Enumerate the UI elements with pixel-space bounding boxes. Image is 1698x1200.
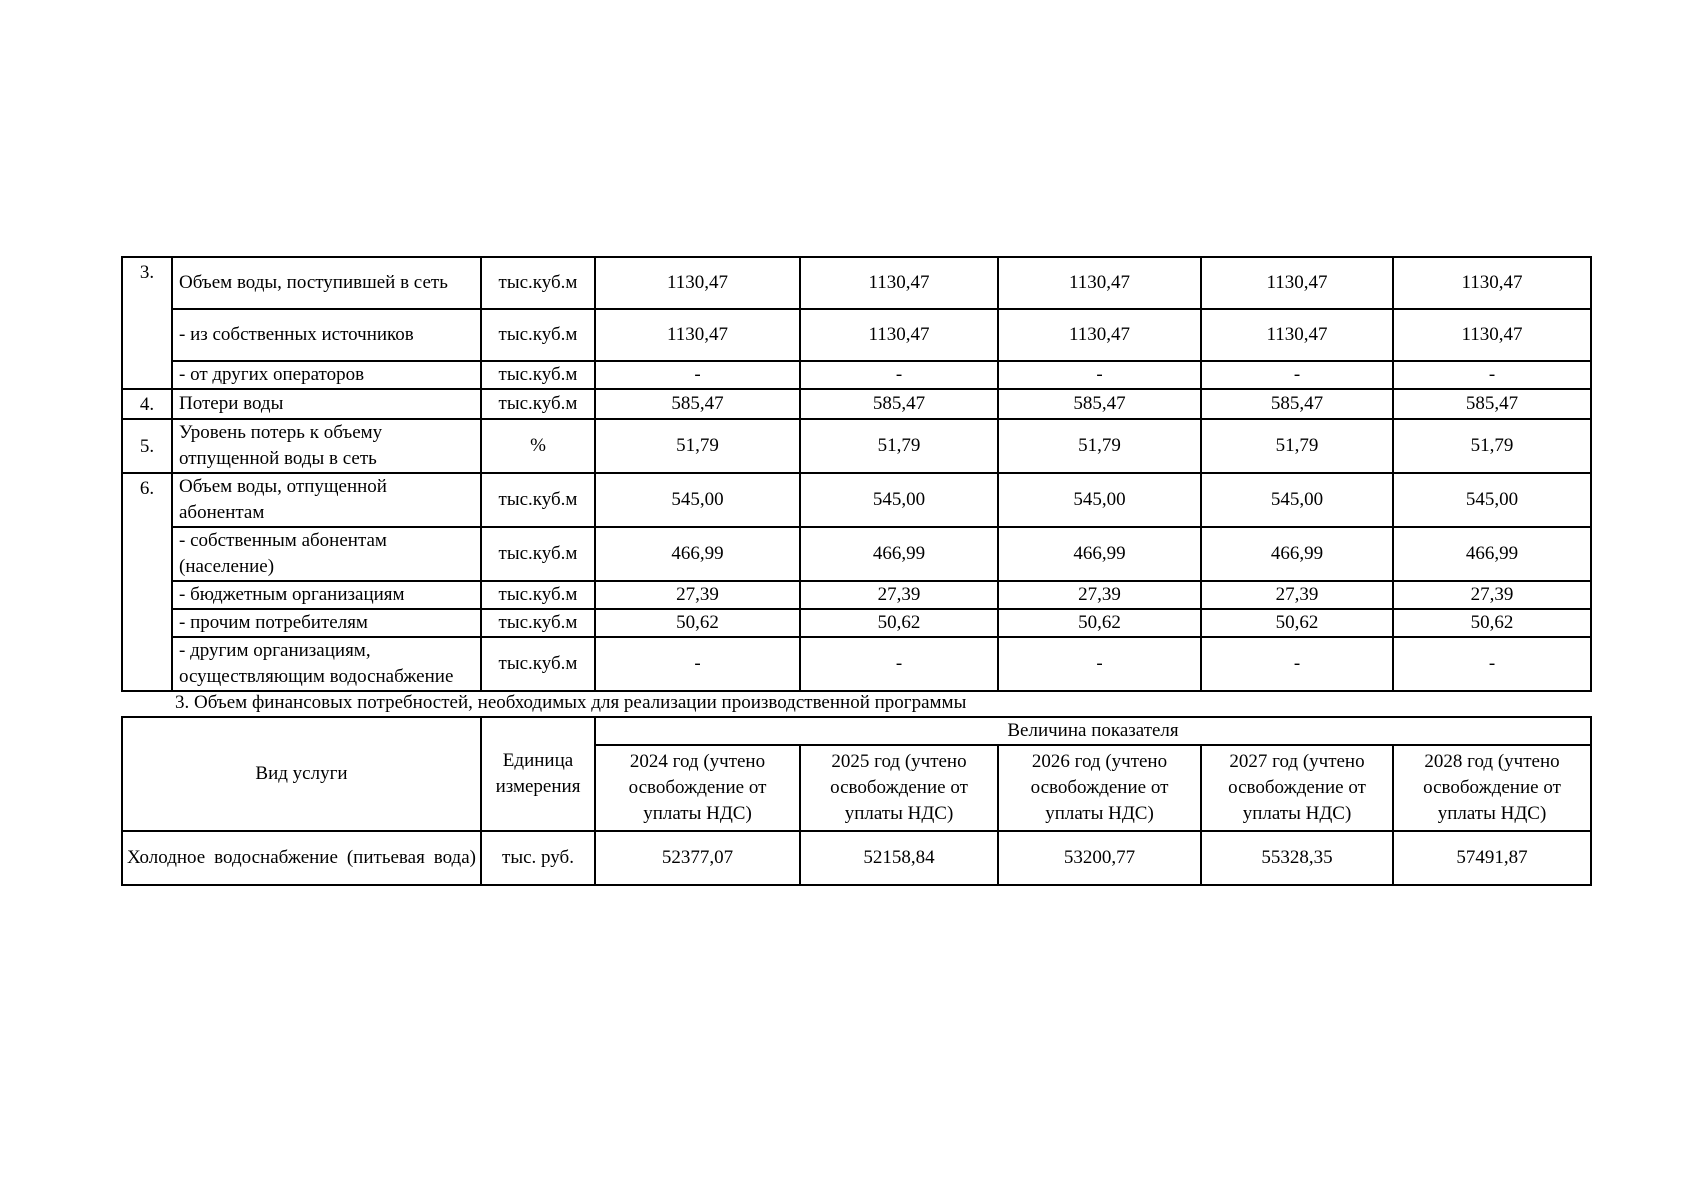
value-cell: 1130,47 [998, 257, 1201, 309]
value-cell: 545,00 [800, 473, 998, 527]
value-cell: 585,47 [998, 389, 1201, 419]
value-cell: - [595, 361, 800, 389]
value-cell: 51,79 [800, 419, 998, 473]
value-cell: - [595, 637, 800, 691]
indicator-value-header: Величина показателя [595, 717, 1591, 745]
value-cell: 466,99 [1393, 527, 1591, 581]
table-row [122, 361, 1591, 389]
value-cell: 50,62 [1393, 609, 1591, 637]
value-cell: 545,00 [595, 473, 800, 527]
finance-header-row-1 [122, 717, 1591, 745]
unit-cell: тыс.куб.м [481, 257, 595, 309]
finance-section-caption: 3. Объем финансовых потребностей, необходимых для реализации производственной программы [175, 692, 967, 713]
indicator-name-cell: - другим организациям, осуществляющим водоснабжение [172, 637, 481, 691]
value-cell: 51,79 [1201, 419, 1393, 473]
value-2027-cell: 55328,35 [1201, 831, 1393, 885]
value-cell: 1130,47 [595, 309, 800, 361]
finance-data-row [122, 831, 1591, 885]
value-2024-cell: 52377,07 [595, 831, 800, 885]
value-cell: 51,79 [1393, 419, 1591, 473]
value-cell: 51,79 [998, 419, 1201, 473]
unit-cell: тыс.куб.м [481, 389, 595, 419]
table-row [122, 473, 1591, 527]
year-2027-header: 2027 год (учтено освобождение от уплаты НДС) [1201, 745, 1393, 831]
indicator-name-cell: - из собственных источников [172, 309, 481, 361]
value-cell: - [800, 637, 998, 691]
value-cell: - [998, 637, 1201, 691]
indicator-name-cell: Потери воды [172, 389, 481, 419]
value-cell: 27,39 [1201, 581, 1393, 609]
indicator-name-cell: - бюджетным организациям [172, 581, 481, 609]
unit-cell: тыс.куб.м [481, 309, 595, 361]
value-cell: 1130,47 [998, 309, 1201, 361]
year-2025-header: 2025 год (учтено освобождение от уплаты НДС) [800, 745, 998, 831]
value-cell: 1130,47 [595, 257, 800, 309]
value-cell: 50,62 [595, 609, 800, 637]
value-cell: 585,47 [1393, 389, 1591, 419]
value-cell: - [998, 361, 1201, 389]
value-cell: 1130,47 [1393, 309, 1591, 361]
value-cell: - [800, 361, 998, 389]
value-cell: 50,62 [800, 609, 998, 637]
unit-cell: тыс.куб.м [481, 361, 595, 389]
table-row [122, 581, 1591, 609]
unit-header: Единица измерения [481, 717, 595, 831]
table-row [122, 389, 1591, 419]
unit-cell: тыс.куб.м [481, 609, 595, 637]
value-cell: 1130,47 [1201, 257, 1393, 309]
row-number-cell: 5. [122, 419, 172, 473]
indicator-name-cell: - прочим потребителям [172, 609, 481, 637]
indicator-name-cell: Объем воды, поступившей в сеть [172, 257, 481, 309]
value-cell: 545,00 [1201, 473, 1393, 527]
value-cell: - [1393, 637, 1591, 691]
value-cell: 27,39 [595, 581, 800, 609]
value-cell: 585,47 [595, 389, 800, 419]
value-cell: 466,99 [595, 527, 800, 581]
row-number-cell: 3. [122, 257, 172, 389]
year-2024-header: 2024 год (учтено освобождение от уплаты НДС) [595, 745, 800, 831]
water-volume-table-body [122, 257, 1591, 691]
unit-cell: тыс.куб.м [481, 527, 595, 581]
value-cell: - [1201, 637, 1393, 691]
value-cell: 545,00 [998, 473, 1201, 527]
value-cell: - [1393, 361, 1591, 389]
value-cell: 50,62 [1201, 609, 1393, 637]
year-2028-header: 2028 год (учтено освобождение от уплаты НДС) [1393, 745, 1591, 831]
indicator-name-cell: - собственным абонентам (население) [172, 527, 481, 581]
value-2026-cell: 53200,77 [998, 831, 1201, 885]
water-volume-table [121, 256, 1592, 692]
value-cell: 27,39 [1393, 581, 1591, 609]
value-2028-cell: 57491,87 [1393, 831, 1591, 885]
unit-cell: тыс.куб.м [481, 581, 595, 609]
service-name-cell: Холодное водоснабжение (питьевая вода) [122, 831, 481, 885]
indicator-name-cell: Объем воды, отпущенной абонентам [172, 473, 481, 527]
indicator-name-cell: Уровень потерь к объему отпущенной воды в сеть [172, 419, 481, 473]
value-cell: 466,99 [800, 527, 998, 581]
value-2025-cell: 52158,84 [800, 831, 998, 885]
value-cell: 51,79 [595, 419, 800, 473]
row-number-cell: 4. [122, 389, 172, 419]
unit-cell: тыс. руб. [481, 831, 595, 885]
value-cell: 27,39 [998, 581, 1201, 609]
value-cell: 1130,47 [1201, 309, 1393, 361]
value-cell: 50,62 [998, 609, 1201, 637]
table-row [122, 527, 1591, 581]
year-2026-header: 2026 год (учтено освобождение от уплаты НДС) [998, 745, 1201, 831]
service-type-header: Вид услуги [122, 717, 481, 831]
value-cell: - [1201, 361, 1393, 389]
unit-cell: тыс.куб.м [481, 473, 595, 527]
value-cell: 585,47 [1201, 389, 1393, 419]
value-cell: 1130,47 [800, 257, 998, 309]
value-cell: 585,47 [800, 389, 998, 419]
indicator-name-cell: - от других операторов [172, 361, 481, 389]
unit-cell: % [481, 419, 595, 473]
unit-cell: тыс.куб.м [481, 637, 595, 691]
table-row [122, 609, 1591, 637]
value-cell: 466,99 [998, 527, 1201, 581]
value-cell: 1130,47 [1393, 257, 1591, 309]
table-row [122, 257, 1591, 309]
value-cell: 1130,47 [800, 309, 998, 361]
table-row [122, 309, 1591, 361]
value-cell: 27,39 [800, 581, 998, 609]
row-number-cell: 6. [122, 473, 172, 691]
value-cell: 545,00 [1393, 473, 1591, 527]
finance-table [121, 716, 1592, 886]
table-row [122, 419, 1591, 473]
table-row [122, 637, 1591, 691]
value-cell: 466,99 [1201, 527, 1393, 581]
